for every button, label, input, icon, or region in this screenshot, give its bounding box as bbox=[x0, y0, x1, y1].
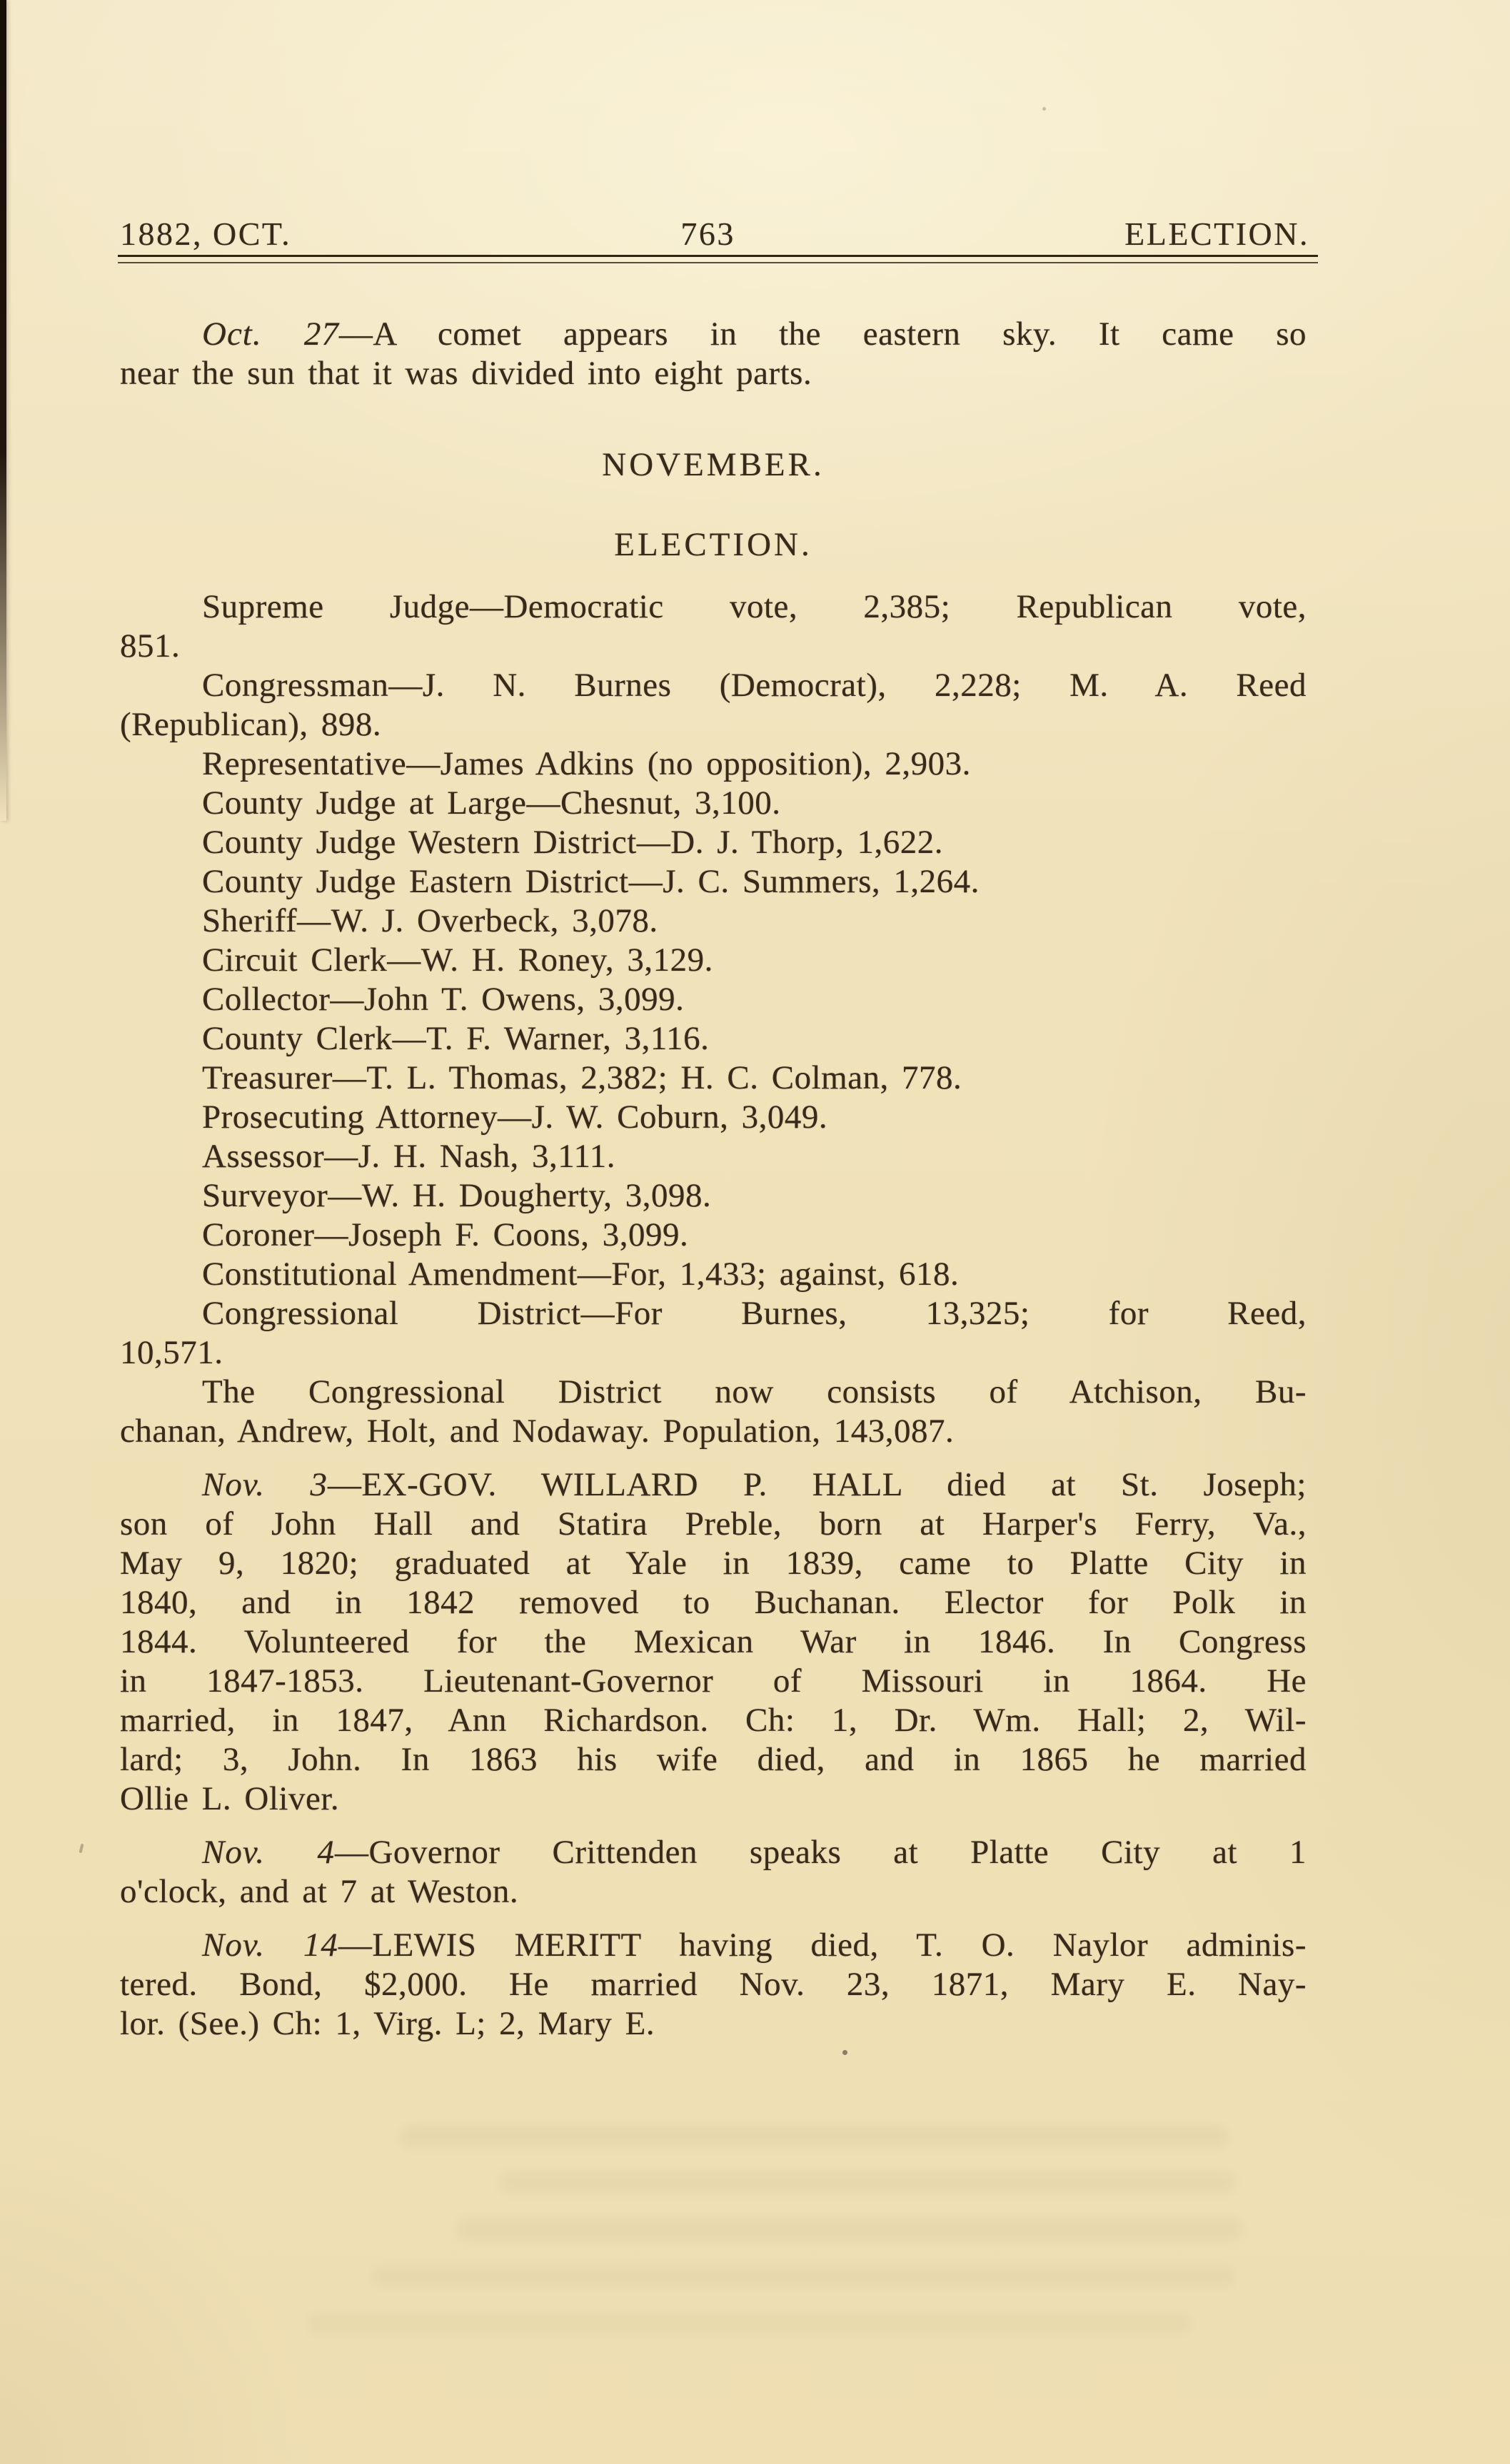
paragraph bbox=[120, 980, 1307, 1019]
text-line: May 9, 1820; graduated at Yale in 1839, came to Platte City in bbox=[120, 1545, 1307, 1582]
bleed-through-artifact bbox=[500, 2171, 1235, 2193]
ink-speck bbox=[79, 1844, 84, 1854]
paragraph bbox=[120, 666, 1307, 744]
text-line: chanan, Andrew, Holt, and Nodaway. Population, 143,087. bbox=[120, 1413, 955, 1450]
paragraph bbox=[120, 1176, 1307, 1216]
text-line: County Clerk—T. F. Warner, 3,116. bbox=[202, 1020, 710, 1057]
date-lead: Nov. 14 bbox=[202, 1927, 338, 1964]
text-line: County Judge Eastern District—J. C. Summers, 1,264. bbox=[202, 863, 980, 900]
text-line: Representative—James Adkins (no opposition), 2,903. bbox=[202, 745, 971, 782]
text-line: Ollie L. Oliver. bbox=[120, 1780, 340, 1817]
text-line: Coroner—Joseph F. Coons, 3,099. bbox=[202, 1216, 689, 1253]
date-lead: Nov. 4 bbox=[202, 1834, 335, 1871]
page-number: 763 bbox=[680, 216, 735, 252]
scan-edge-artifact bbox=[0, 0, 6, 821]
date-lead: Oct. 27 bbox=[202, 315, 339, 353]
paragraph bbox=[120, 1294, 1307, 1373]
text-line: Prosecuting Attorney—J. W. Coburn, 3,049. bbox=[202, 1099, 828, 1136]
text-line: 1844. Volunteered for the Mexican War in 1846. In Congress bbox=[120, 1623, 1307, 1660]
text-line: Congressional District—For Burnes, 13,325; for Reed, bbox=[202, 1295, 1307, 1332]
text-line: son of John Hall and Statira Preble, born at Harper's Ferry, Va., bbox=[120, 1505, 1307, 1542]
text-line: Nov. 4—Governor Crittenden speaks at Platte City at 1 bbox=[202, 1834, 1307, 1871]
text-line: in 1847-1853. Lieutenant-Governor of Missouri in 1864. He bbox=[120, 1662, 1307, 1700]
date-lead: Nov. 3 bbox=[202, 1466, 328, 1503]
text-line: lard; 3, John. In 1863 his wife died, and in 1865 he married bbox=[120, 1741, 1307, 1778]
ink-speck bbox=[557, 891, 560, 894]
text-line: 1840, and in 1842 removed to Buchanan. Elector for Polk in bbox=[120, 1584, 1307, 1621]
text-line: Nov. 3—EX-GOV. WILLARD P. HALL died at St. Joseph; bbox=[202, 1466, 1307, 1503]
text-line: Collector—John T. Owens, 3,099. bbox=[202, 981, 685, 1018]
text-line: 10,571. bbox=[120, 1334, 223, 1371]
text-line: Surveyor—W. H. Dougherty, 3,098. bbox=[202, 1177, 712, 1214]
paragraph bbox=[120, 1019, 1307, 1059]
text-line: Congressman—J. N. Burnes (Democrat), 2,228; M. A. Reed bbox=[202, 667, 1307, 704]
running-header bbox=[120, 215, 1309, 253]
bleed-through-artifact bbox=[400, 2126, 1228, 2147]
text-line: Supreme Judge—Democratic vote, 2,385; Republican vote, bbox=[202, 588, 1307, 625]
text-line: Treasurer—T. L. Thomas, 2,382; H. C. Colman, 778. bbox=[202, 1059, 962, 1096]
text-line: Assessor—J. H. Nash, 3,111. bbox=[202, 1138, 615, 1175]
paragraph bbox=[120, 1098, 1307, 1137]
text-line: County Judge Western District—D. J. Thorp, 1,622. bbox=[202, 824, 943, 861]
header-date: 1882, OCT. bbox=[120, 216, 292, 252]
text-line: Sheriff—W. J. Overbeck, 3,078. bbox=[202, 902, 658, 939]
text-line: Nov. 14—LEWIS MERITT having died, T. O. Naylor adminis- bbox=[202, 1927, 1307, 1964]
paragraph bbox=[120, 1926, 1307, 2044]
text-line: Oct. 27—A comet appears in the eastern sky. It came so bbox=[202, 315, 1307, 353]
bleed-through-artifact bbox=[457, 2218, 1242, 2240]
paragraph bbox=[120, 1216, 1307, 1255]
paragraph bbox=[120, 315, 1307, 393]
header-section-title: ELECTION. bbox=[1124, 216, 1309, 252]
header-rule bbox=[118, 255, 1318, 263]
page-body bbox=[120, 315, 1307, 2044]
paragraph bbox=[120, 941, 1307, 980]
text-line: County Judge at Large—Chesnut, 3,100. bbox=[202, 784, 781, 822]
text-line: lor. (See.) Ch: 1, Virg. L; 2, Mary E. bbox=[120, 2005, 655, 2042]
text-line: o'clock, and at 7 at Weston. bbox=[120, 1873, 519, 1910]
paragraph bbox=[120, 902, 1307, 941]
paragraph bbox=[120, 1059, 1307, 1098]
text-line: tered. Bond, $2,000. He married Nov. 23, 1871, Mary E. Nay- bbox=[120, 1966, 1307, 2003]
ink-speck bbox=[1042, 107, 1046, 111]
paragraph bbox=[120, 587, 1307, 666]
bleed-through-artifact bbox=[371, 2266, 1235, 2287]
paragraph bbox=[120, 1373, 1307, 1451]
paragraph bbox=[120, 1137, 1307, 1176]
ink-speck bbox=[842, 2050, 847, 2055]
text-line: married, in 1847, Ann Richardson. Ch: 1, Dr. Wm. Hall; 2, Wil- bbox=[120, 1702, 1307, 1739]
text-line: Constitutional Amendment—For, 1,433; against, 618. bbox=[202, 1256, 960, 1293]
bleed-through-artifact bbox=[307, 2313, 1192, 2334]
paragraph bbox=[120, 744, 1307, 784]
text-line: near the sun that it was divided into eight parts. bbox=[120, 355, 812, 392]
text-line: 851. bbox=[120, 627, 181, 665]
text-line: Circuit Clerk—W. H. Roney, 3,129. bbox=[202, 941, 713, 979]
paragraph bbox=[120, 1255, 1307, 1294]
paragraph bbox=[120, 823, 1307, 862]
paragraph bbox=[120, 784, 1307, 823]
paragraph bbox=[120, 862, 1307, 902]
section-heading: ELECTION. bbox=[614, 526, 812, 563]
paragraph bbox=[120, 1833, 1307, 1912]
text-line: (Republican), 898. bbox=[120, 706, 382, 743]
paragraph bbox=[120, 1465, 1307, 1819]
section-heading: NOVEMBER. bbox=[602, 446, 825, 483]
text-line: The Congressional District now consists of Atchison, Bu- bbox=[202, 1373, 1307, 1410]
